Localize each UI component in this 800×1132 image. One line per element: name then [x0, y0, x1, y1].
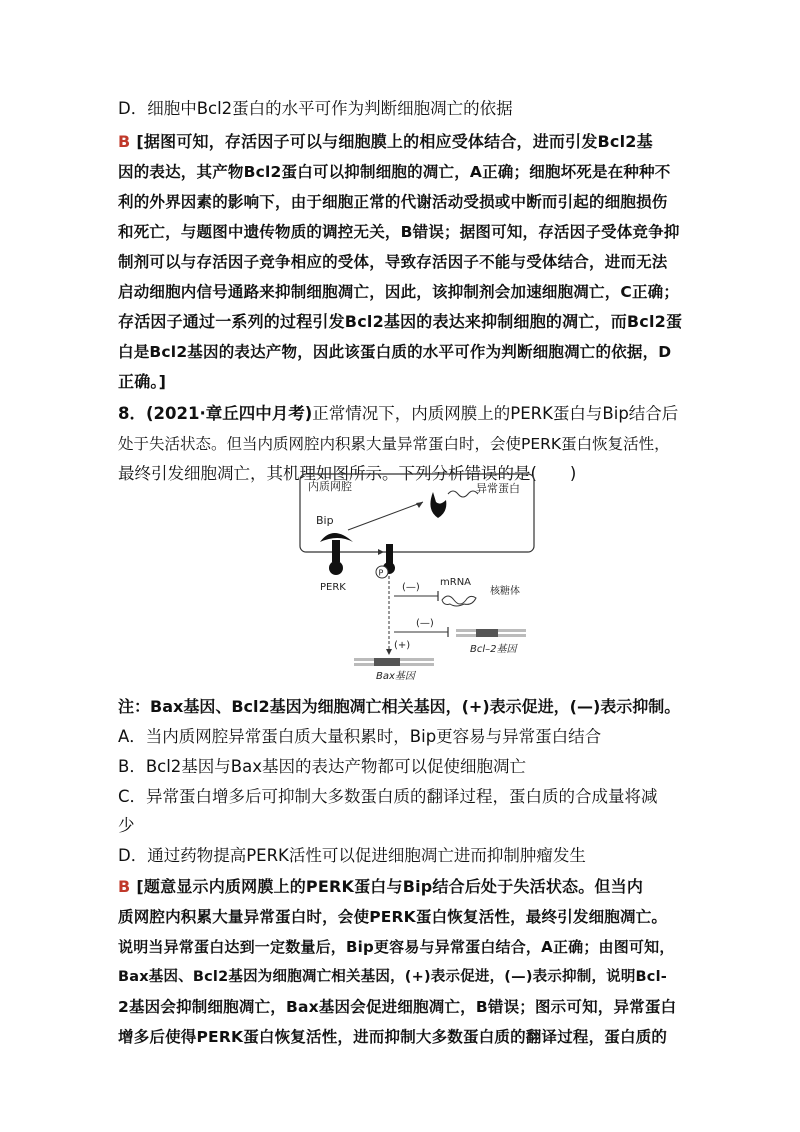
bcl2-gene-icon: [476, 629, 498, 637]
answer-line: 因的表达，其产物Bcl2蛋白可以抑制细胞的凋亡，A正确；细胞坏死是在种种不: [118, 163, 671, 181]
option-d-previous: D．细胞中Bcl2蛋白的水平可作为判断细胞凋亡的依据: [118, 99, 513, 118]
er-stress-diagram: [298, 472, 538, 682]
answer-line: 白是Bcl2基因的表达产物，因此该蛋白质的水平可作为判断细胞凋亡的依据，D: [118, 343, 672, 361]
option-c-cont: 少: [118, 816, 135, 835]
er-label: 内质网腔: [308, 480, 352, 493]
bip-release-arrow: [348, 502, 423, 530]
bcl2-gene-label: Bcl–2基因: [470, 644, 517, 655]
answer-mark: B: [118, 877, 131, 896]
answer-line: 制剂可以与存活因子竞争相应的受体，导致存活因子不能与受体结合，进而无法: [118, 253, 668, 271]
bip-bound-abnormal-icon: [430, 492, 446, 518]
answer-line: 正确。]: [118, 372, 167, 391]
answer-line: 利的外界因素的影响下，由于细胞正常的代谢活动受损或中断而引起的细胞损伤: [118, 193, 668, 211]
ribosome-label: 核糖体: [490, 586, 520, 597]
mrna-label: mRNA: [440, 577, 472, 588]
option-d: D．通过药物提高PERK活性可以促进细胞凋亡进而抑制肿瘤发生: [118, 846, 586, 865]
answer-line: Bax基因、Bcl2基因为细胞凋亡相关基因，(+)表示促进，(—)表示抑制，说明Bcl-: [118, 969, 667, 985]
bax-gene-icon: [374, 658, 400, 666]
abnormal-protein-chain-icon: [448, 491, 478, 497]
answer-line: 说明当异常蛋白达到一定数量后，Bip更容易与异常蛋白结合，A正确；由图可知，: [118, 938, 675, 956]
question-line: 处于失活状态。但当内质网腔内积累大量异常蛋白时，会使PERK蛋白恢复活性，: [118, 435, 670, 453]
answer-line: 存活因子通过一系列的过程引发Bcl2基因的表达来抑制细胞的凋亡，而Bcl2蛋: [118, 312, 683, 331]
question-source: 8．(2021·章丘四中月考): [118, 404, 313, 423]
promote-label: (+): [394, 640, 411, 651]
perk-domain-icon: [329, 561, 343, 575]
arrowhead: [378, 549, 384, 555]
option-a: A．当内质网腔异常蛋白质大量积累时，Bip更容易与异常蛋白结合: [118, 727, 602, 746]
answer-line: 质网腔内积累大量异常蛋白时，会使PERK蛋白恢复活性，最终引发细胞凋亡。: [118, 908, 668, 926]
answer-line: B [据图可知，存活因子可以与细胞膜上的相应受体结合，进而引发Bcl2基: [118, 132, 653, 151]
answer-line: 和死亡，与题图中遗传物质的调控无关，B错误；据图可知，存活因子受体竞争抑: [118, 223, 680, 241]
answer-line: B [题意显示内质网膜上的PERK蛋白与Bip结合后处于失活状态。但当内: [118, 877, 644, 896]
answer-line: 增多后使得PERK蛋白恢复活性，进而抑制大多数蛋白质的翻译过程，蛋白质的: [118, 1028, 668, 1046]
abnormal-protein-label: 异常蛋白: [476, 482, 520, 495]
option-c: C．异常蛋白增多后可抑制大多数蛋白质的翻译过程，蛋白质的合成量将减: [118, 787, 658, 806]
question-line: 8．(2021·章丘四中月考)正常情况下，内质网膜上的PERK蛋白与Bip结合后: [118, 404, 679, 423]
bip-label: Bip: [316, 514, 334, 527]
bax-gene-label: Bax基因: [376, 671, 415, 682]
phosphate-label: P: [378, 568, 384, 578]
arrowhead: [386, 649, 392, 655]
perk-receptor-icon: [332, 540, 340, 562]
figure-note: 注：Bax基因、Bcl2基因为细胞凋亡相关基因，(+)表示促进，(—)表示抑制。: [118, 697, 681, 716]
answer-line: 2基因会抑制细胞凋亡，Bax基因会促进细胞凋亡，B错误；图示可知，异常蛋白: [118, 998, 677, 1016]
answer-line: 启动细胞内信号通路来抑制细胞凋亡，因此，该抑制剂会加速细胞凋亡，C正确；: [118, 283, 680, 301]
question-line: 最终引发细胞凋亡，其机理如图所示。下列分析错误的是( ): [118, 464, 577, 483]
option-b: B．Bcl2基因与Bax基因的表达产物都可以促使细胞凋亡: [118, 757, 526, 776]
inhibit-label-1: (—): [402, 582, 420, 593]
ribosome-icon: [442, 596, 476, 606]
perk-label: PERK: [320, 582, 346, 593]
arrowhead: [416, 502, 423, 508]
answer-mark: B: [118, 132, 131, 151]
inhibit-label-2: (—): [416, 618, 434, 629]
